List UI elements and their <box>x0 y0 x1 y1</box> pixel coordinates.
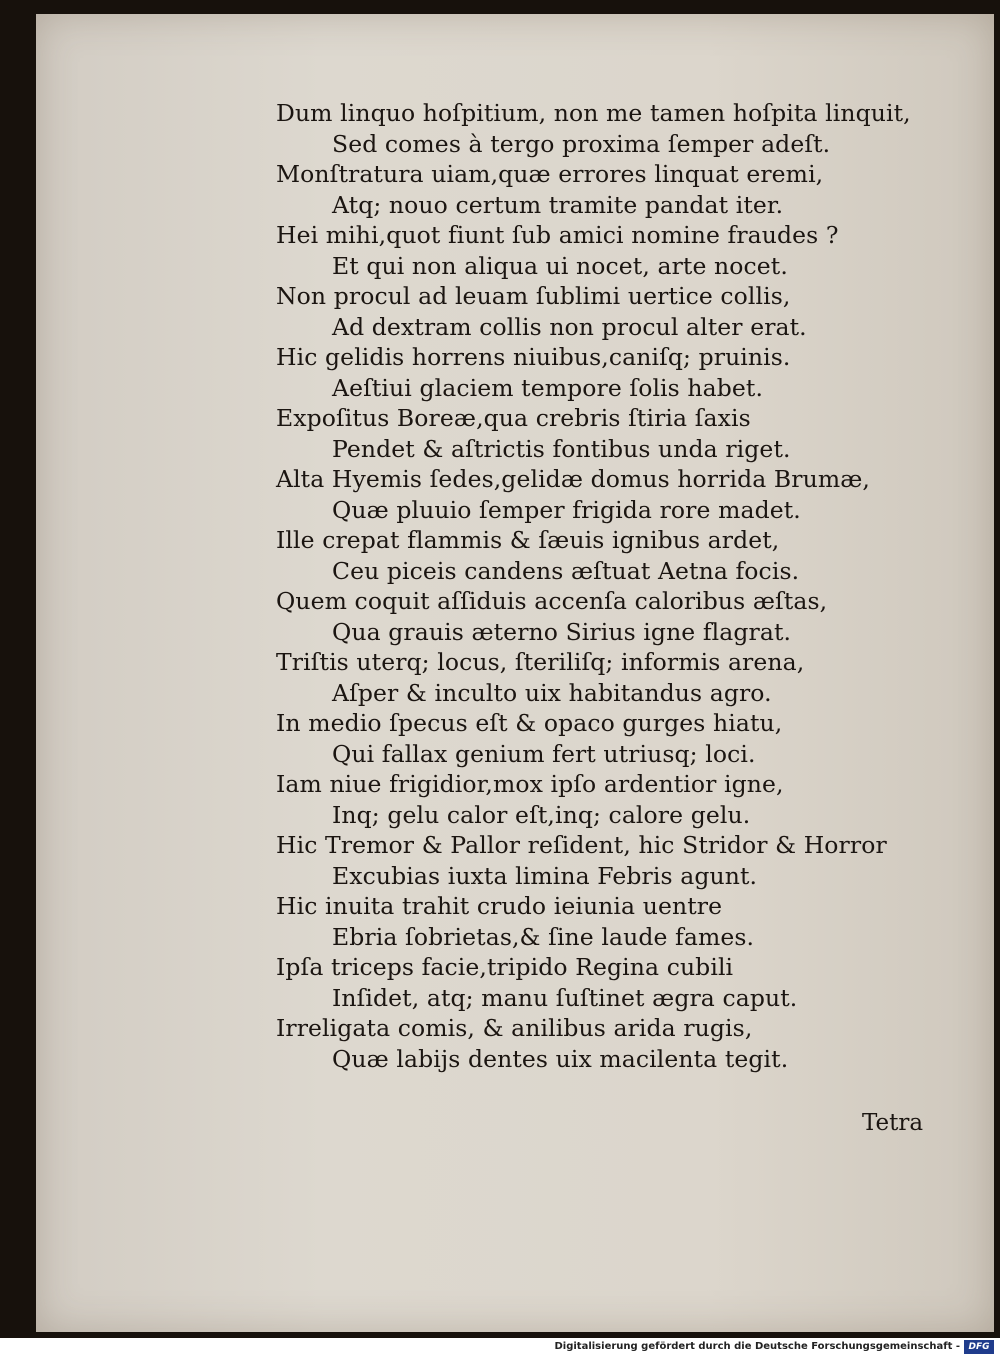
verse-line: Hic gelidis horrens niuibus,caniſq; pruinis. <box>276 343 791 371</box>
digitization-footer <box>0 1338 1000 1358</box>
verse-line: Alta Hyemis ſedes,gelidæ domus horrida Brumæ, <box>276 465 870 493</box>
verse-line: Atq; nouo certum tramite pandat iter. <box>332 190 784 219</box>
verse-line: Excubias iuxta limina Febris agunt. <box>332 861 758 890</box>
footer-credit: Digitalisierung gefördert durch die Deutsche Forschungsgemeinschaft - <box>554 1341 960 1352</box>
catchword: Tetra <box>862 1110 924 1136</box>
verse-line: Irreligata comis, & anilibus arida rugis, <box>276 1014 753 1042</box>
verse-line: Sed comes à tergo proxima ſemper adeſt. <box>332 129 831 158</box>
verse-line: Inq; gelu calor eſt,inq; calore gelu. <box>332 800 751 829</box>
verse-block <box>276 98 966 1074</box>
verse-line: Qua grauis æterno Sirius igne flagrat. <box>332 617 792 646</box>
verse-line: Ceu piceis candens æſtuat Aetna focis. <box>332 556 800 585</box>
verse-line: Dum linquo hoſpitium, non me tamen hoſpita linquit, <box>276 99 911 127</box>
verse-line: Hic Tremor & Pallor reſident, hic Stridor & Horror <box>276 831 887 859</box>
verse-line: Quæ labijs dentes uix macilenta tegit. <box>332 1044 789 1073</box>
verse-line: Quæ pluuio ſemper frigida rore madet. <box>332 495 801 524</box>
verse-line: Iam niue frigidior,mox ipſo ardentior igne, <box>276 770 784 798</box>
verse-line: Inſidet, atq; manu ſuſtinet ægra caput. <box>332 983 798 1012</box>
verse-line: Ille crepat flammis & ſæuis ignibus ardet, <box>276 526 780 554</box>
verse-line: Triſtis uterq; locus, ſteriliſq; informis arena, <box>276 648 805 676</box>
verse-line: Aeſtiui glaciem tempore ſolis habet. <box>332 373 764 402</box>
verse-line: Et qui non aliqua ui nocet, arte nocet. <box>332 251 788 280</box>
book-page <box>36 14 994 1332</box>
verse-line: Ipſa triceps facie,tripido Regina cubili <box>276 953 734 981</box>
verse-line: Expoſitus Boreæ,qua crebris ſtiria ſaxis <box>276 404 751 432</box>
verse-line: Hei mihi,quot fiunt ſub amici nomine fraudes ? <box>276 221 839 249</box>
dfg-logo: DFG <box>964 1340 994 1354</box>
verse-line: Qui fallax genium fert utriusq; loci. <box>332 739 756 768</box>
verse-line: In medio ſpecus eſt & opaco gurges hiatu, <box>276 709 783 737</box>
verse-line: Hic inuita trahit crudo ieiunia uentre <box>276 892 723 920</box>
verse-line: Ebria ſobrietas,& ſine laude fames. <box>332 922 755 951</box>
verse-line: Non procul ad leuam ſublimi uertice collis, <box>276 282 791 310</box>
verse-line: Ad dextram collis non procul alter erat. <box>332 312 807 341</box>
verse-line: Aſper & inculto uix habitandus agro. <box>332 678 772 707</box>
verse-line: Monſtratura uiam,quæ errores linquat eremi, <box>276 160 824 188</box>
verse-line: Quem coquit aſſiduis accenſa caloribus æſtas, <box>276 587 828 615</box>
verse-line: Pendet & aſtrictis fontibus unda riget. <box>332 434 791 463</box>
